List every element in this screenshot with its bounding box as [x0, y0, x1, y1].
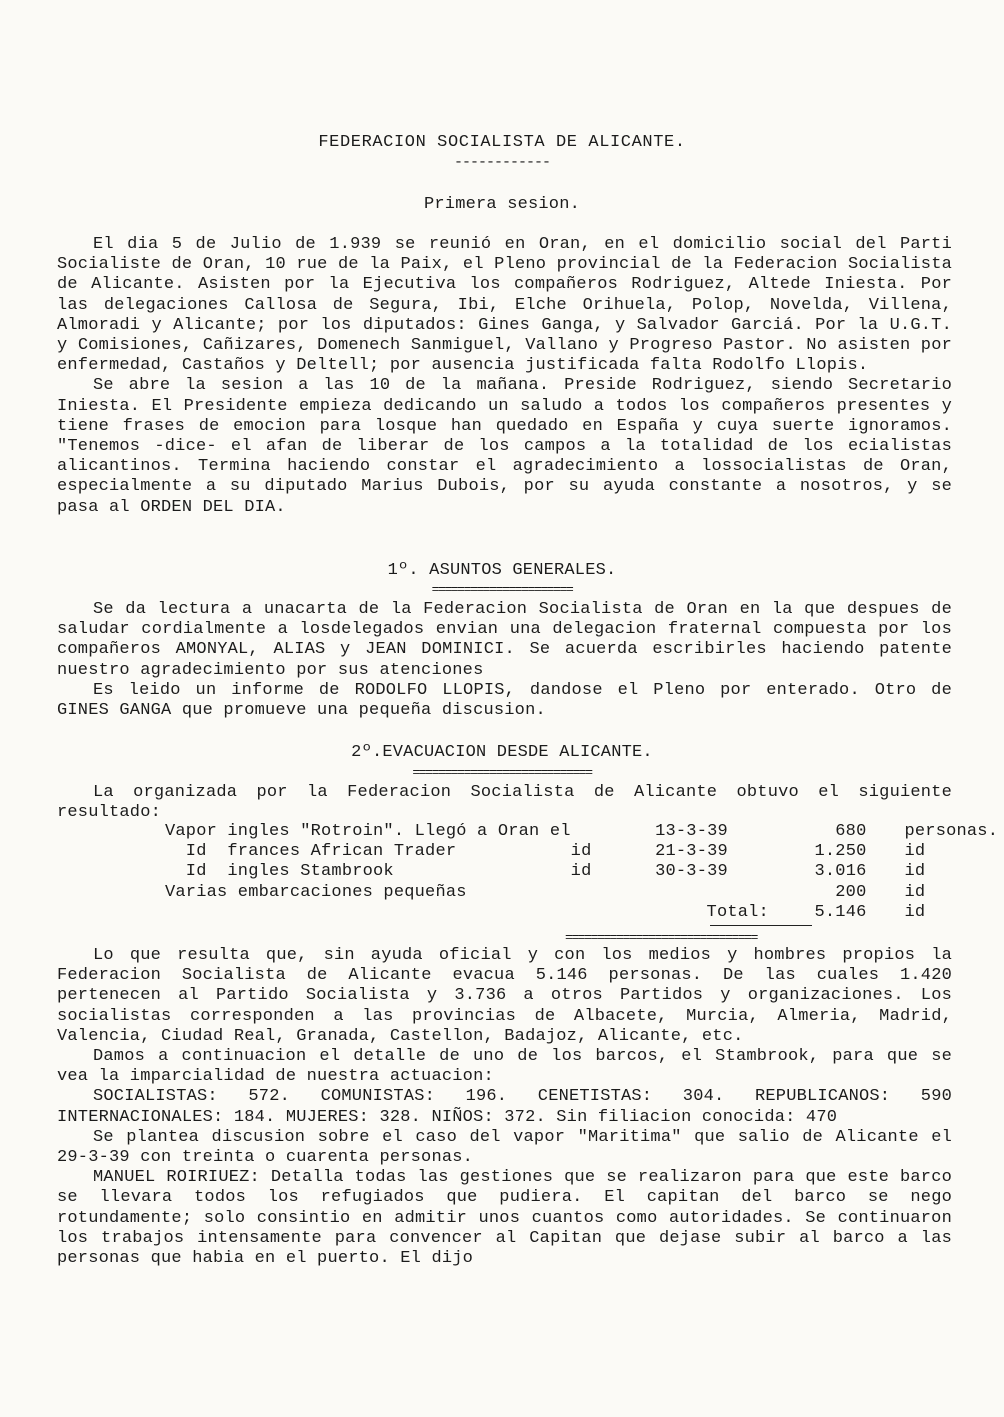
- table-row: [165, 822, 1004, 842]
- unit-cell: personas.: [904, 822, 999, 841]
- vessel-cell: Vapor ingles "Rotroin". Llegó a Oran el: [165, 822, 571, 841]
- intro-paragraph: Se abre la sesion a las 10 de la mañana. Preside Rodriguez, siendo Secretario Iniesta. El Presidente empieza dedicando un saludo a todos los compañeros presentes y tiene frases de emocion para losque han quedado en España y cuya suerte ignoramos. "Tenemos -dice- el afan de liberar de los campos a la totalidad de los ecialistas alicantinos. Termina haciendo constar el agradecimiento a lossocialistas de Oran, especialmente a su diputado Marius Dubois, por su ayuda constante a nosotros, y se pasa al ORDEN DEL DIA.: [57, 376, 952, 517]
- vessel-cell: Varias embarcaciones pequeñas: [165, 882, 467, 902]
- total-rule: [710, 925, 812, 926]
- vessel-cell: Id frances African Trader: [165, 842, 457, 862]
- section2-intro: [57, 783, 952, 823]
- date-cell: 13-3-39: [655, 822, 728, 841]
- session-subtitle: Primera sesion.: [423, 195, 581, 214]
- title-underline: ------------: [453, 154, 551, 171]
- count-cell: 200: [835, 882, 867, 902]
- table-row: [165, 862, 1004, 882]
- section1-paragraph: Se da lectura a unacarta de la Federacion Socialista de Oran en la que despues de saludar cordialmente a losdelegados envian una delegacion fraternal compuesta por los compañeros AMONYAL, ALIAS y JEAN DOMINICI. Se acuerda escribirles haciendo patente nuestro agradecimiento por sus atenciones: [57, 600, 952, 680]
- total-label: Total:: [706, 902, 769, 922]
- place-cell: id: [570, 842, 592, 862]
- affiliation-breakdown: SOCIALISTAS: 572. COMUNISTAS: 196. CENETISTAS: 304. REPUBLICANOS: 590 INTERNACIONALES: 184. MUJERES: 328. NIÑOS: 372. Sin filiacion conocida: 470: [57, 1087, 952, 1127]
- count-cell: 680: [835, 822, 867, 841]
- section1-underline: ======================: [431, 582, 573, 597]
- table-row: [165, 883, 1004, 903]
- unit-cell: id: [904, 842, 926, 862]
- section2-intro-text: La organizada por la Federacion Socialista de Alicante obtuvo el siguiente resultado:: [57, 783, 952, 823]
- place-cell: [571, 883, 655, 903]
- count-cell: 1.250: [814, 842, 867, 862]
- date-cell: 30-3-39: [655, 862, 728, 882]
- section2-heading: 2º.EVACUACION DESDE ALICANTE.: [351, 743, 653, 762]
- document-title: FEDERACION SOCIALISTA DE ALICANTE.: [318, 133, 686, 152]
- intro-paragraph: El dia 5 de Julio de 1.939 se reunió en Oran, en el domicilio social del Parti Socialiste de Oran, 10 rue de la Paix, el Pleno provincial de la Federacion Socialista de Alicante. Asisten por la Ejecutiva los compañeros Rodriguez, Altede Iniesta. Por las delegaciones Callosa de Segura, Ibi, Elche Orihuela, Polop, Novelda, Villena, Almoradi y Alicante; por los diputados: Gines Ganga, y Salvador Garciá. Por la U.G.T. y Comisiones, Cañizares, Domenech Sanmiguel, Vallano y Progreso Pastor. No asisten por enfermedad, Castaños y Deltell; por ausencia justificada falta Rodolfo Llopis.: [57, 235, 952, 376]
- total-row: [165, 903, 1004, 923]
- table-row: [165, 842, 1004, 862]
- place-cell: [571, 822, 655, 842]
- section2-body: [57, 946, 952, 1269]
- section1-heading: 1º. ASUNTOS GENERALES.: [387, 561, 617, 580]
- vessel-cell: Id ingles Stambrook: [165, 862, 394, 882]
- section2-underline: ============================: [412, 765, 592, 780]
- section2-paragraph: Damos a continuacion el detalle de uno de los barcos, el Stambrook, para que se vea la imparcialidad de nuestra actuacion:: [57, 1047, 952, 1087]
- unit-cell: id: [904, 882, 926, 902]
- date-cell: [655, 883, 775, 903]
- total-unit: id: [904, 902, 926, 922]
- total-count: 5.146: [814, 902, 867, 922]
- section2-paragraph: Lo que resulta que, sin ayuda oficial y con los medios y hombres propios la Federacion Socialista de Alicante evacua 5.146 personas. De las cuales 1.420 pertenecen al Partido Socialista y 3.736 a otros Partidos y organizaciones. Los socialistas corresponden a las provincias de Albacete, Murcia, Almeria, Madrid, Valencia, Ciudad Real, Granada, Castellon, Badajoz, Alicante, etc.: [57, 946, 952, 1046]
- section2-paragraph: Se plantea discusion sobre el caso del vapor "Maritima" que salio de Alicante el 29-3-39 con treinta o cuarenta personas.: [57, 1127, 952, 1168]
- total-underline: ==============================: [565, 930, 758, 945]
- evacuation-table: [165, 822, 1004, 923]
- intro-section: [57, 235, 952, 518]
- count-cell: 3.016: [814, 862, 867, 882]
- section2-paragraph: MANUEL ROIRIUEZ: Detalla todas las gestiones que se realizaron para que este barco se llevara todos los refugiados que pudiera. El capitan del barco se nego rotundamente; solo consintio en admitir unos cuantos como autoridades. Se continuaron los trabajos intensamente para convencer al Capitan que dejase subir al barco a las personas que habia en el puerto. El dijo: [57, 1168, 952, 1269]
- section1-body: [57, 600, 952, 721]
- date-cell: 21-3-39: [655, 842, 728, 862]
- section1-paragraph: Es leido un informe de RODOLFO LLOPIS, dandose el Pleno por enterado. Otro de GINES GANGA que promueve una pequeña discusion.: [57, 680, 952, 721]
- unit-cell: id: [904, 862, 926, 882]
- place-cell: id: [570, 862, 592, 882]
